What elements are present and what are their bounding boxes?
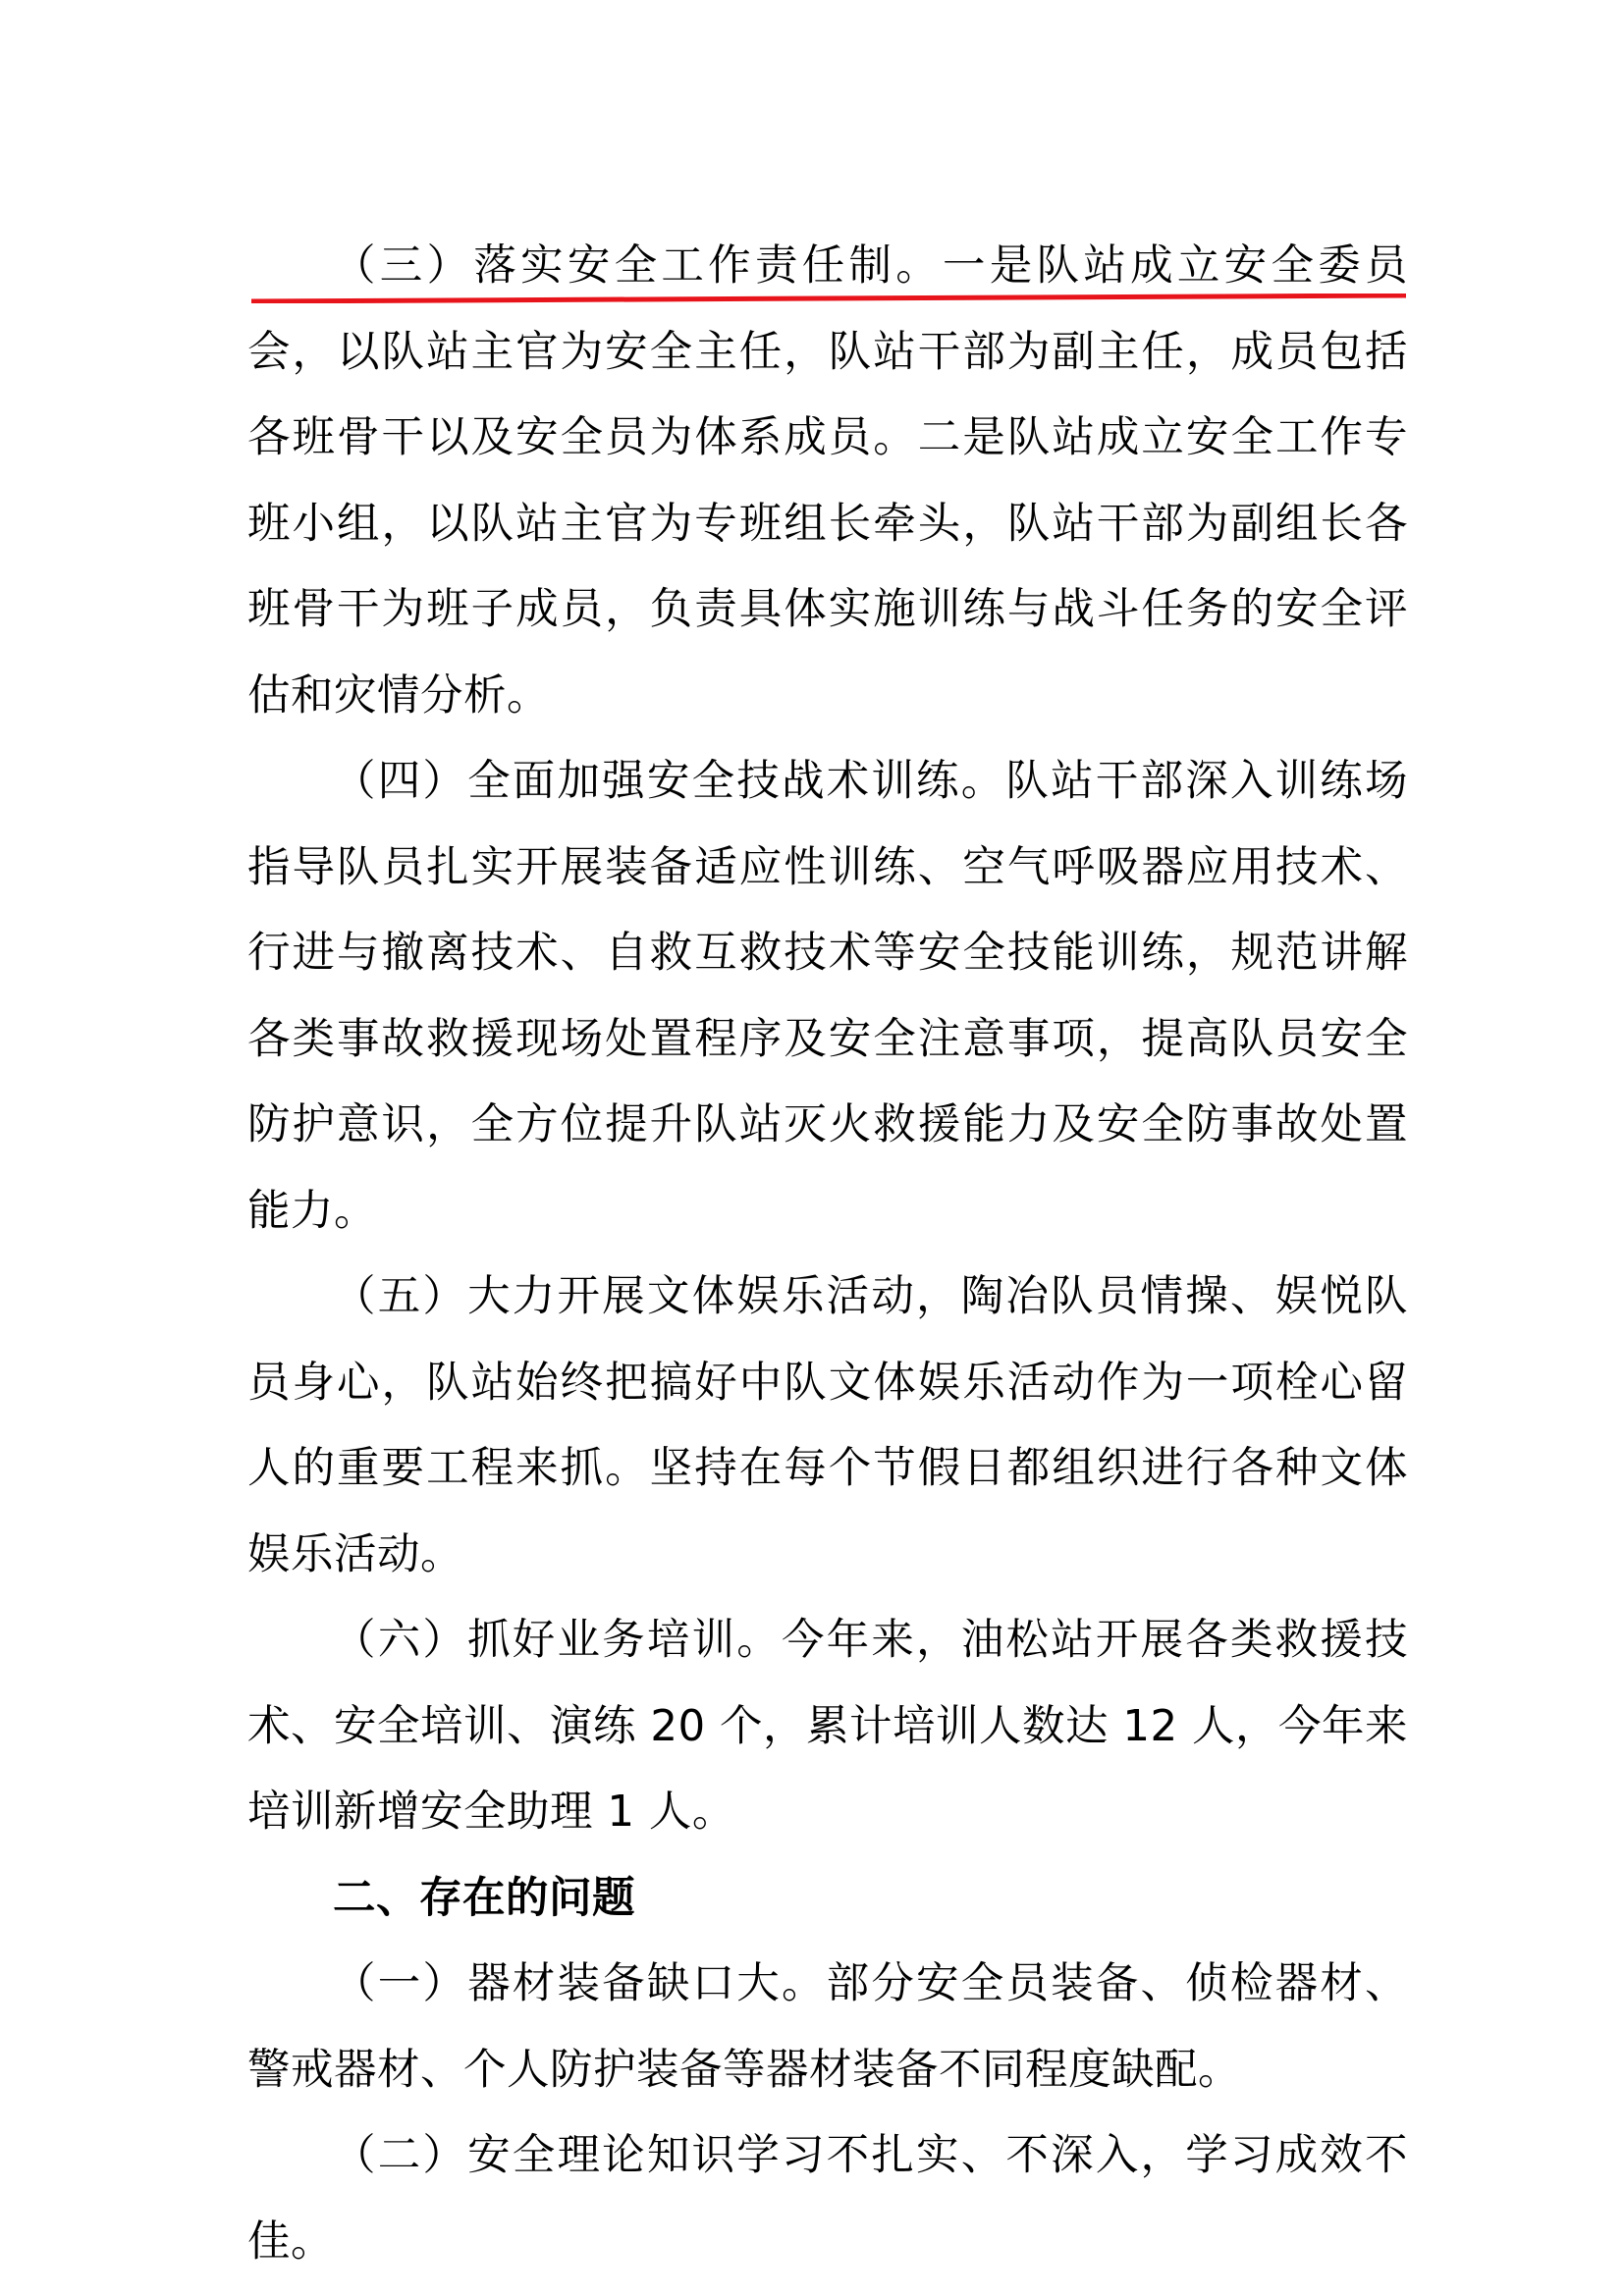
paragraph-theory-study: （二）安全理论知识学习不扎实、不深入，学习成效不佳。 <box>247 2131 1408 2267</box>
paragraph-equipment-shortage: （一）器材装备缺口大。部分安全员装备、侦检器材、警戒器材、个人防护装备等器材装备不同程度缺配。 <box>247 1959 1408 2095</box>
section-heading-problems: 二、存在的问题 <box>333 1873 635 1923</box>
paragraph-tactical-training: （四）全面加强安全技战术训练。队站干部深入训练场指导队员扎实开展装备适应性训练、空气呼吸器应用技术、行进与撤离技术、自救互救技术等安全技能训练，规范讲解各类事故救援现场处置程序及安全注意事项，提高队员安全防护意识，全方位提升队站灭火救援能力及安全防事故处置能力。 <box>247 757 1408 1236</box>
paragraph-safety-responsibility: （三）落实安全工作责任制。一是队站成立安全委员会，以队站主官为安全主任，队站干部为副主任，成员包括各班骨干以及安全员为体系成员。二是队站成立安全工作专班小组，以队站主官为专班组长牵头，队站干部为副组长各班骨干为班子成员，负责具体实施训练与战斗任务的安全评估和灾情分析。 <box>247 241 1408 721</box>
paragraph-business-training: （六）抓好业务培训。今年来，油松站开展各类救援技术、安全培训、演练 20 个，累计培训人数达 12 人，今年来培训新增安全助理 1 人。 <box>247 1616 1409 1837</box>
document-page <box>247 224 1408 2285</box>
paragraph-cultural-activities: （五）大力开展文体娱乐活动，陶冶队员情操、娱悦队员身心，队站始终把搞好中队文体娱乐活动作为一项栓心留人的重要工程来抓。坚持在每个节假日都组织进行各种文体娱乐活动。 <box>247 1272 1408 1579</box>
